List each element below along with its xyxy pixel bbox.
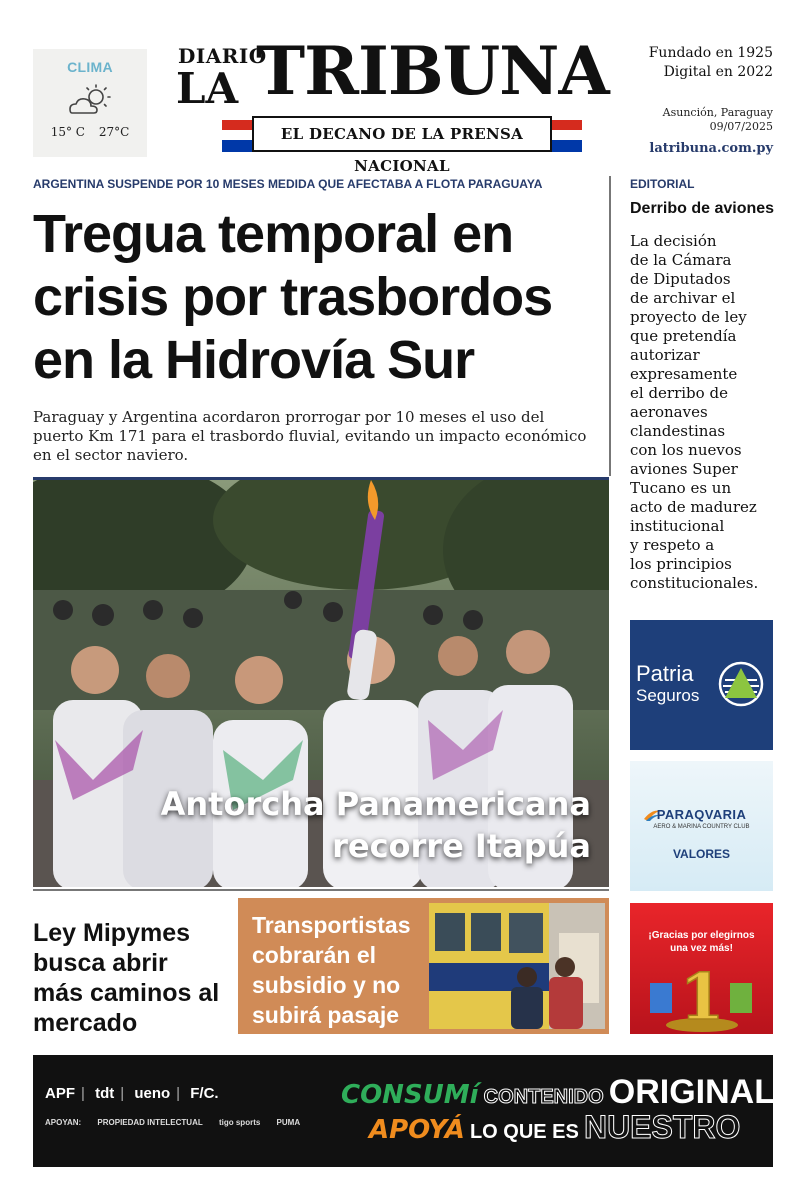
photo-caption-line1: Antorcha Panamericana bbox=[160, 785, 591, 823]
editorial-line: institucional bbox=[630, 517, 725, 535]
issue-date: 09/07/2025 bbox=[709, 120, 773, 133]
editorial-line: La decisión bbox=[630, 232, 717, 250]
support-tigo: tigo sports bbox=[218, 1118, 261, 1127]
editorial-line: el derribo de bbox=[630, 384, 728, 402]
transport-headline: Transportistas cobrarán el subsidio y no subirá pasaje bbox=[252, 912, 411, 1028]
temp-max: 27°C bbox=[98, 125, 130, 139]
editorial-line: de Diputados bbox=[630, 270, 731, 288]
patria-sub: Seguros bbox=[636, 686, 700, 705]
paraqvaria-sub: AERO & MARINA COUNTRY CLUB bbox=[653, 824, 750, 830]
photo-caption bbox=[131, 783, 591, 867]
newspaper-logo[interactable] bbox=[176, 32, 631, 175]
founded-info bbox=[603, 44, 773, 82]
support-label: APOYAN: bbox=[45, 1118, 82, 1127]
apf-logo: APF bbox=[45, 1085, 75, 1102]
city-date bbox=[603, 106, 773, 134]
editorial-line: proyecto de ley bbox=[630, 308, 747, 326]
tdt-logo: tdt bbox=[95, 1085, 115, 1102]
slogan-line2 bbox=[369, 1109, 740, 1146]
logo-tribuna: TRIBUNA bbox=[256, 32, 609, 110]
weather-label: CLIMA bbox=[67, 59, 113, 75]
editorial-line: que pretendía bbox=[630, 327, 737, 345]
partly-cloudy-icon bbox=[66, 83, 114, 119]
bus-photo-image bbox=[429, 903, 605, 1029]
editorial-line: de archivar el bbox=[630, 289, 736, 307]
campaign-banner[interactable] bbox=[33, 1055, 785, 1167]
editorial-body bbox=[630, 232, 780, 593]
slogan-contenido: CONTENIDO bbox=[483, 1086, 604, 1108]
lead-kicker: ARGENTINA SUSPENDE POR 10 MESES MEDIDA QUE AFECTABA A FLOTA PARAGUAYA bbox=[33, 177, 543, 191]
patria-seguros-ad[interactable] bbox=[630, 620, 773, 750]
snack-number: 1 bbox=[679, 960, 725, 1033]
rule-under-photo bbox=[33, 889, 609, 891]
slogan-consumi: CONSUMí bbox=[341, 1080, 479, 1110]
valores-name: VALORES bbox=[672, 847, 731, 861]
temp-min: 15° C bbox=[50, 125, 85, 139]
paraqvaria-ad[interactable] bbox=[630, 761, 773, 891]
ueno-logo: ueno bbox=[134, 1085, 171, 1102]
logo-diario: DIARIO bbox=[178, 44, 267, 68]
editorial-line: con los nuevos bbox=[630, 441, 742, 459]
slogan-apoya: APOYÁ bbox=[369, 1115, 465, 1145]
editorial-line: aviones Super bbox=[630, 460, 738, 478]
editorial-line: acto de madurez bbox=[630, 498, 757, 516]
patria-logo-icon bbox=[717, 660, 765, 708]
snack-line1: ¡Gracias por elegirnos bbox=[648, 930, 755, 941]
torch-photo[interactable] bbox=[33, 477, 609, 887]
fc-logo: F/C. bbox=[190, 1085, 219, 1102]
editorial-line: aeronaves bbox=[630, 403, 708, 421]
slogan-nuestro: NUESTRO bbox=[583, 1109, 741, 1145]
weather-widget bbox=[33, 49, 147, 157]
editorial-title[interactable]: Derribo de aviones bbox=[630, 200, 775, 217]
transport-story[interactable] bbox=[238, 898, 609, 1034]
city: Asunción, Paraguay bbox=[662, 106, 773, 119]
support-propiedad: PROPIEDAD INTELECTUAL bbox=[97, 1118, 203, 1127]
editorial-line: constitucionales. bbox=[630, 574, 759, 592]
editorial-line: Tucano es un bbox=[630, 479, 732, 497]
editorial-line: autorizar bbox=[630, 346, 700, 364]
snack-ad[interactable] bbox=[630, 903, 773, 1034]
slogan-lo-que-es: LO QUE ES bbox=[469, 1121, 579, 1143]
editorial-line: clandestinas bbox=[630, 422, 726, 440]
weather-temps bbox=[33, 125, 147, 139]
editorial-line: los principios bbox=[630, 555, 732, 573]
logo-la: LA bbox=[176, 64, 239, 113]
support-puma: PUMA bbox=[276, 1118, 301, 1127]
column-divider bbox=[609, 176, 611, 476]
digital-year: Digital en 2022 bbox=[663, 64, 773, 80]
photo-caption-line2: recorre Itapúa bbox=[332, 827, 591, 865]
banner-supporters bbox=[45, 1118, 314, 1127]
snack-line2: una vez más! bbox=[670, 943, 733, 954]
slogan-line1 bbox=[341, 1073, 784, 1112]
editorial-line: expresamente bbox=[630, 365, 738, 383]
paraqvaria-name: PARAQVARIA bbox=[656, 807, 747, 822]
logo-tagline: EL DECANO DE LA PRENSA NACIONAL bbox=[252, 116, 552, 152]
snack-ad-text bbox=[630, 929, 773, 955]
banner-logos: APF | tdt | ueno | F/C. bbox=[45, 1085, 219, 1102]
number-one-trophy-icon bbox=[630, 953, 773, 1033]
bus-photo bbox=[429, 903, 605, 1029]
logo-tagline-flag bbox=[222, 116, 582, 175]
mipymes-headline[interactable]: Ley Mipymes busca abrir más caminos al mercado bbox=[33, 919, 220, 1037]
editorial-line: y respeto a bbox=[630, 536, 715, 554]
founded-year: Fundado en 1925 bbox=[648, 45, 773, 61]
editorial-line: de la Cámara bbox=[630, 251, 732, 269]
slogan-original: ORIGINAL, bbox=[608, 1073, 785, 1111]
editorial-kicker: EDITORIAL bbox=[630, 177, 695, 191]
site-url-link[interactable]: latribuna.com.py bbox=[649, 141, 773, 156]
patria-name: Patria bbox=[636, 661, 694, 686]
lead-lede: Paraguay y Argentina acordaron prorrogar por 10 meses el uso del puerto Km 171 para el trasbordo fluvial, evitando un impacto económico en el sector naviero. bbox=[33, 408, 587, 464]
lead-headline[interactable]: Tregua temporal en crisis por trasbordos en la Hidrovía Sur bbox=[33, 204, 553, 390]
